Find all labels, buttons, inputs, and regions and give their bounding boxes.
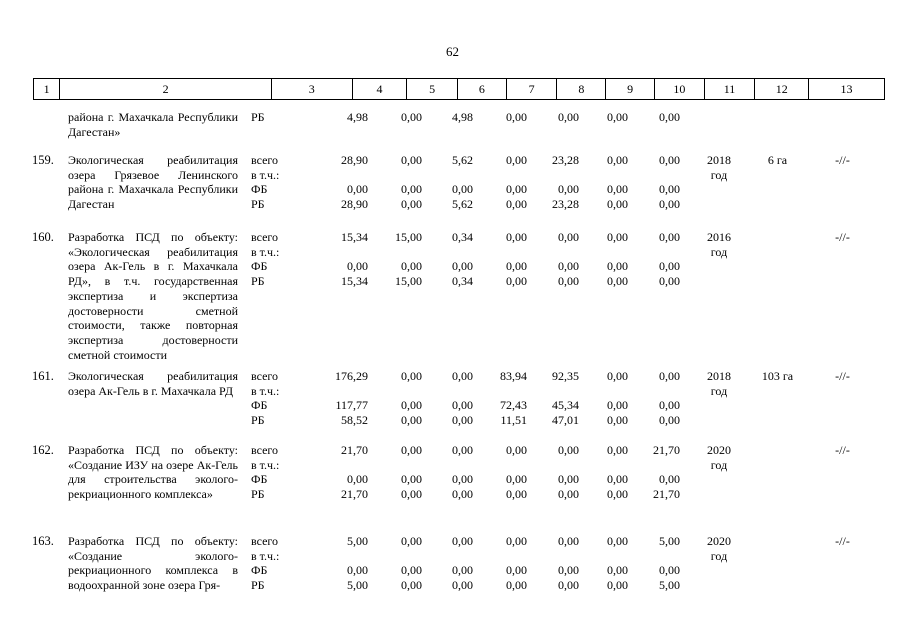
completion-year [700,443,738,473]
value-cell: 0,00 [401,110,422,124]
value-cell: 83,94 [500,369,527,383]
value-cell: 0,00 [607,110,628,124]
value-column-4 [328,230,368,289]
value-cell: 0,00 [347,563,368,578]
value-column-5 [383,369,422,428]
value-column-4 [328,443,368,502]
value-cell: 176,29 [335,369,368,383]
value-cell: 0,00 [506,274,527,289]
value-cell: 0,00 [506,259,527,274]
header-col-4: 4 [353,79,408,99]
value-cell: 0,00 [659,398,680,413]
value-cell [648,458,680,473]
value-cell: 0,34 [452,274,473,289]
value-cell: 0,00 [401,197,422,212]
value-column-4 [328,369,368,428]
value-cell [596,245,628,260]
value-cell: 0,00 [452,443,473,457]
value-column-5 [383,443,422,502]
value-cell: 0,00 [558,578,579,593]
year-text: 2016 [707,230,731,244]
value-cell: 5,00 [659,534,680,548]
completion-year [700,230,738,260]
value-cell [596,458,628,473]
header-col-3: 3 [272,79,353,99]
value-cell: 0,00 [506,487,527,502]
value-cell: 0,00 [558,563,579,578]
row-description: Экологическая реабилитация озера Грязевое Ленинского района г. Махачкала Республики Дагестан [68,153,238,212]
value-cell: 5,00 [347,578,368,593]
row-number: 160. [32,230,54,244]
value-cell: 0,00 [558,230,579,244]
source-label: РБ [251,197,265,212]
value-cell: 5,62 [452,197,473,212]
value-cell: 117,77 [335,398,368,413]
value-cell: 0,00 [506,578,527,593]
value-cell: 0,00 [506,110,527,124]
value-cell: 0,00 [607,472,628,487]
value-cell: 72,43 [500,398,527,413]
value-cell: 0,00 [607,230,628,244]
value-cell: 0,00 [452,369,473,383]
value-cell: 0,00 [558,443,579,457]
funding-source [251,230,279,289]
source-label: в т.ч.: [251,167,280,182]
value-column-8 [543,534,579,593]
row-description: Экологическая реабилитация озера Ак-Гель в г. Махачкала РД [68,369,238,398]
value-column-5 [383,153,422,212]
value-cell: 0,00 [659,472,680,487]
header-col-13: 13 [840,82,853,96]
value-cell [328,168,368,183]
value-cell [648,245,680,260]
value-cell: 0,00 [401,578,422,593]
value-column-9 [596,230,628,289]
source-label: РБ [251,274,265,289]
value-column-4 [328,153,368,212]
value-cell: 58,52 [341,413,368,428]
source-label: всего [251,153,279,167]
year-text: 2018 [707,153,731,167]
row-number: 162. [32,443,54,457]
value-cell: 0,00 [506,182,527,197]
value-cell [492,245,527,260]
value-cell [648,549,680,564]
header-col-7: 7 [507,79,558,99]
value-column-8 [543,153,579,212]
value-cell: 0,00 [659,230,680,244]
value-cell [440,384,473,399]
row-number: 163. [32,534,54,548]
value-column-5 [383,230,422,289]
continuation-col6 [440,110,473,125]
value-cell [596,549,628,564]
value-cell [440,549,473,564]
continuation-col7 [492,110,527,125]
value-cell [328,458,368,473]
header-col-11: 11 [705,79,756,99]
source-label: ФБ [251,398,268,413]
continuation-col10 [648,110,680,125]
value-column-5 [383,534,422,593]
value-column-10 [648,369,680,428]
value-cell: 21,70 [653,487,680,502]
header-col-9: 9 [606,79,655,99]
capacity-value: 6 га [767,153,788,167]
continuation-source [251,110,265,125]
value-cell: 0,00 [659,274,680,289]
value-column-6 [440,153,473,212]
value-cell: 0,00 [506,534,527,548]
value-column-10 [648,153,680,212]
value-cell: 0,00 [401,182,422,197]
value-cell: 0,00 [607,443,628,457]
completion-year [700,153,738,183]
value-cell: 0,00 [506,230,527,244]
value-cell [328,245,368,260]
header-col-5: 5 [407,79,458,99]
row-description: Разработка ПСД по объекту: «Создание эколого-рекриационного комплекса в водоохранной зоне озера Гря- [68,534,238,593]
source-label: ФБ [251,259,268,274]
value-cell [648,384,680,399]
value-cell: 0,00 [607,274,628,289]
row-number: 161. [32,369,54,383]
value-cell: 0,00 [401,369,422,383]
source-label: ФБ [251,563,268,578]
source-label: в т.ч.: [251,548,280,563]
page-number: 62 [446,44,459,59]
value-cell: 0,00 [506,563,527,578]
header-col-6: 6 [458,79,507,99]
source-label: РБ [251,578,265,593]
value-cell: 4,98 [452,110,473,124]
value-cell: 0,00 [659,197,680,212]
value-cell: 0,00 [506,472,527,487]
value-cell [596,168,628,183]
value-column-10 [648,230,680,289]
value-cell: 0,00 [452,534,473,548]
value-column-9 [596,369,628,428]
year-text: год [710,458,728,472]
value-column-7 [492,443,527,502]
source-label: РБ [251,487,265,502]
value-cell: 0,00 [452,182,473,197]
value-column-6 [440,230,473,289]
source-label: ФБ [251,472,268,487]
value-cell: 0,00 [558,110,579,124]
value-cell [383,458,422,473]
value-column-9 [596,443,628,502]
value-column-6 [440,369,473,428]
value-cell: 0,00 [347,182,368,197]
value-cell: 0,00 [558,259,579,274]
header-col-12: 12 [755,79,809,99]
value-cell: 0,00 [607,534,628,548]
value-cell: 0,00 [607,182,628,197]
value-cell: 0,00 [558,472,579,487]
capacity-value: 103 га [761,369,794,383]
value-cell: 0,00 [558,534,579,548]
value-cell [648,168,680,183]
value-cell: 0,00 [659,413,680,428]
value-cell [543,168,579,183]
value-cell: 23,28 [552,197,579,212]
value-cell: 0,00 [607,563,628,578]
responsible-mark: -//- [835,369,850,383]
row-number: 159. [32,153,54,167]
value-cell [383,168,422,183]
value-cell: 28,90 [341,197,368,212]
value-cell [492,549,527,564]
value-column-8 [543,443,579,502]
header-col-2: 2 [60,79,271,99]
value-cell: 0,00 [452,578,473,593]
value-cell [328,549,368,564]
value-cell [492,458,527,473]
source-label: в т.ч.: [251,383,280,398]
value-cell: 0,00 [607,369,628,383]
continuation-col9 [596,110,628,125]
value-cell [543,245,579,260]
value-cell: 0,34 [452,230,473,244]
year-text: год [710,245,728,259]
value-cell: 5,62 [452,153,473,167]
value-cell: 0,00 [452,413,473,428]
value-cell [543,458,579,473]
value-column-6 [440,443,473,502]
value-cell: 5,00 [347,534,368,548]
value-column-7 [492,534,527,593]
value-cell: 0,00 [659,110,680,124]
value-cell [543,549,579,564]
value-cell: 0,00 [506,443,527,457]
value-cell: 0,00 [452,487,473,502]
value-cell: 15,00 [395,230,422,244]
value-cell: 0,00 [659,563,680,578]
value-cell: 0,00 [401,487,422,502]
value-cell: 15,34 [341,274,368,289]
value-cell [440,245,473,260]
table-header-row [33,78,885,100]
value-column-9 [596,153,628,212]
value-cell: 28,90 [341,153,368,167]
value-cell: 0,00 [347,472,368,487]
value-cell: 0,00 [558,274,579,289]
funding-source [251,369,279,428]
responsible-mark: -//- [835,230,850,244]
row-description: Разработка ПСД по объекту: «Экологическая реабилитация озера Ак-Гель в г. Махачкала РД», в т.ч. государственная экспертиза и экспертиза достоверности сметной стоимости, также повторная экспертиза достоверности сметной стоимости [68,230,238,362]
value-cell: 0,00 [659,369,680,383]
value-cell: 0,00 [607,259,628,274]
value-cell: 0,00 [607,398,628,413]
value-column-8 [543,230,579,289]
year-text: год [710,168,728,182]
source-label: РБ [251,110,265,124]
value-cell: 0,00 [558,182,579,197]
value-cell [492,384,527,399]
value-cell: 0,00 [506,153,527,167]
continuation-description: района г. Махачкала Республики Дагестан» [68,110,238,139]
value-cell: 0,00 [452,259,473,274]
value-cell: 0,00 [452,472,473,487]
value-cell [543,384,579,399]
value-cell [328,384,368,399]
value-cell: 0,00 [659,259,680,274]
value-cell: 0,00 [452,563,473,578]
value-cell: 0,00 [607,413,628,428]
value-cell: 4,98 [347,110,368,124]
source-label: в т.ч.: [251,244,280,259]
value-cell: 0,00 [401,563,422,578]
continuation-col8 [543,110,579,125]
source-label: всего [251,443,279,457]
value-column-7 [492,230,527,289]
completion-year [700,534,738,564]
year-text: 2020 [707,534,731,548]
value-cell [383,245,422,260]
value-cell: 0,00 [506,197,527,212]
value-cell [596,384,628,399]
year-text: год [710,384,728,398]
completion-year [700,369,738,399]
value-cell: 0,00 [558,487,579,502]
value-column-9 [596,534,628,593]
source-label: всего [251,230,279,244]
value-cell: 0,00 [401,153,422,167]
source-label: в т.ч.: [251,457,280,472]
source-label: ФБ [251,182,268,197]
value-cell: 47,01 [552,413,579,428]
row-description: Разработка ПСД по объекту: «Создание ИЗУ на озере Ак-Гель для строительства эколого-рекриационного комплекса» [68,443,238,502]
value-column-10 [648,534,680,593]
value-cell [492,168,527,183]
value-column-4 [328,534,368,593]
value-cell [440,168,473,183]
value-cell: 0,00 [401,398,422,413]
value-column-7 [492,369,527,428]
value-cell: 23,28 [552,153,579,167]
value-column-6 [440,534,473,593]
value-cell: 11,51 [500,413,527,428]
year-text: 2018 [707,369,731,383]
header-col-8: 8 [557,79,606,99]
funding-source [251,153,279,212]
source-label: всего [251,534,279,548]
value-cell: 0,00 [401,443,422,457]
funding-source [251,443,279,502]
value-cell: 0,00 [401,413,422,428]
value-cell: 0,00 [401,534,422,548]
value-cell: 92,35 [552,369,579,383]
value-cell: 21,70 [341,443,368,457]
source-label: всего [251,369,279,383]
value-cell: 15,34 [341,230,368,244]
value-column-7 [492,153,527,212]
value-cell: 0,00 [607,487,628,502]
responsible-mark: -//- [835,153,850,167]
value-column-8 [543,369,579,428]
value-cell: 0,00 [452,398,473,413]
value-cell [440,458,473,473]
value-cell [383,549,422,564]
value-cell: 0,00 [659,153,680,167]
continuation-col5 [383,110,422,125]
continuation-col4 [328,110,368,125]
value-cell: 0,00 [347,259,368,274]
year-text: год [710,549,728,563]
value-cell: 0,00 [607,197,628,212]
value-cell: 0,00 [401,259,422,274]
year-text: 2020 [707,443,731,457]
value-cell: 15,00 [395,274,422,289]
value-cell: 21,70 [653,443,680,457]
source-label: РБ [251,413,265,428]
value-cell: 45,34 [552,398,579,413]
value-cell: 0,00 [607,578,628,593]
value-cell: 0,00 [659,182,680,197]
value-cell: 21,70 [341,487,368,502]
value-cell: 0,00 [401,472,422,487]
header-col-1: 1 [34,79,60,99]
value-cell [383,384,422,399]
header-col-10: 10 [655,79,705,99]
responsible-mark: -//- [835,534,850,548]
value-cell: 0,00 [607,153,628,167]
value-column-10 [648,443,680,502]
value-cell: 5,00 [659,578,680,593]
responsible-mark: -//- [835,443,850,457]
funding-source [251,534,279,593]
